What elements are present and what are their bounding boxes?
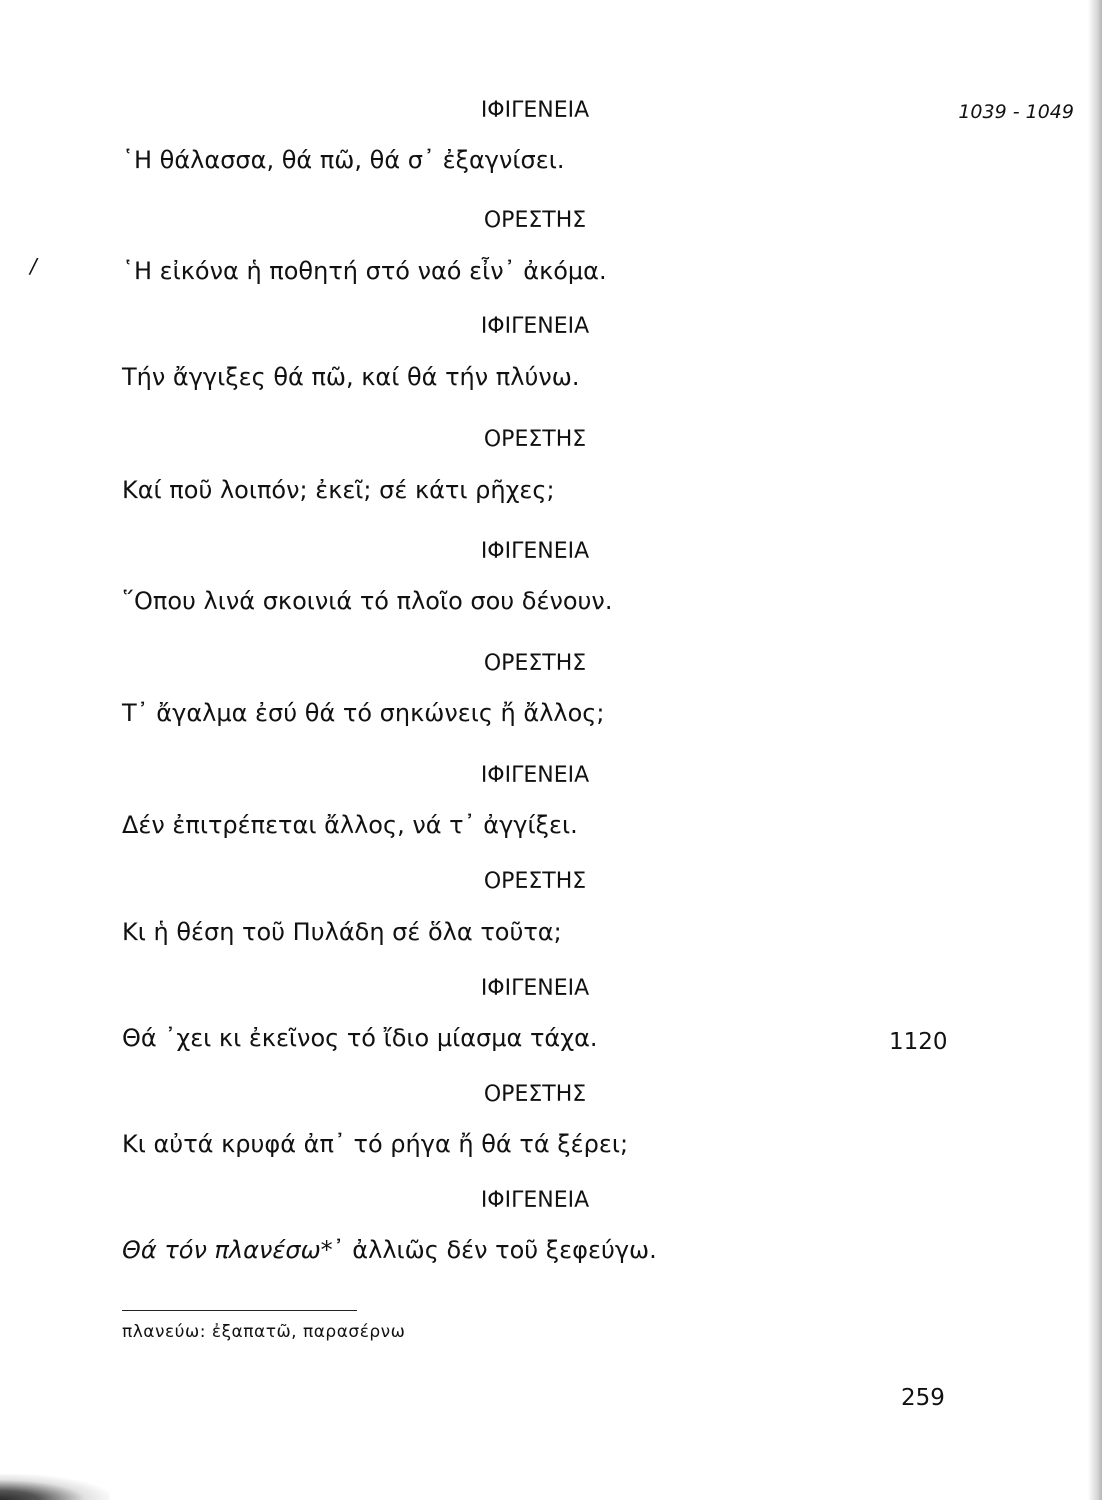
speaker-label: ΟΡΕΣΤΗΣ xyxy=(483,208,587,233)
speaker-label: ΙΦΙΓΕΝΕΙΑ xyxy=(480,98,590,123)
speaker-label: ΙΦΙΓΕΝΕΙΑ xyxy=(480,1188,590,1213)
page-number: 259 xyxy=(901,1385,945,1411)
speaker-label: ΟΡΕΣΤΗΣ xyxy=(483,1082,587,1107)
verse-range-header: 1039 - 1049 xyxy=(958,101,1074,123)
speaker-label: ΟΡΕΣΤΗΣ xyxy=(483,427,587,452)
line-number: 1120 xyxy=(889,1029,948,1055)
footnote: πλανεύω: ἐξαπατῶ, παρασέρνω xyxy=(122,1322,406,1342)
verse-line: ῾Η θάλασσα, θά πῶ, θά σ᾽ ἐξαγνίσει. xyxy=(122,146,565,174)
verse-line: Θά ᾽χει κι ἐκεῖνος τό ἴδιο μίασμα τάχα. xyxy=(122,1024,598,1052)
verse-line: ῞Οπου λινά σκοινιά τό πλοῖο σου δένουν. xyxy=(122,587,613,615)
page-edge-shadow xyxy=(1088,0,1102,1500)
footnote-divider xyxy=(122,1310,357,1311)
speaker-label: ΙΦΙΓΕΝΕΙΑ xyxy=(480,539,590,564)
verse-line-rest: ᾽ ἀλλιῶς δέν τοῦ ξεφεύγω. xyxy=(332,1236,657,1264)
verse-line: Τ᾽ ἄγαλμα ἐσύ θά τό σηκώνεις ἤ ἄλλος; xyxy=(122,699,605,727)
speaker-label: ΟΡΕΣΤΗΣ xyxy=(483,651,587,676)
verse-line: Τήν ἄγγιξες θά πῶ, καί θά τήν πλύνω. xyxy=(122,363,580,391)
speaker-label: ΙΦΙΓΕΝΕΙΑ xyxy=(480,314,590,339)
verse-line-with-footnote xyxy=(122,1235,657,1265)
speaker-label: ΙΦΙΓΕΝΕΙΑ xyxy=(480,976,590,1001)
verse-line: Δέν ἐπιτρέπεται ἄλλος, νά τ᾽ ἀγγίξει. xyxy=(122,811,578,839)
verse-line: ῾Η εἰκόνα ἡ ποθητή στό ναό εἶν᾽ ἀκόμα. xyxy=(122,257,607,285)
margin-mark: / xyxy=(30,254,37,278)
verse-line: Κι αὐτά κρυφά ἀπ᾽ τό ρήγα ἤ θά τά ξέρει; xyxy=(122,1130,629,1158)
verse-line: Καί ποῦ λοιπόν; ἐκεῖ; σέ κάτι ρῆχες; xyxy=(122,476,555,504)
speaker-label: ΙΦΙΓΕΝΕΙΑ xyxy=(480,763,590,788)
corner-shadow xyxy=(0,1474,110,1500)
footnoted-phrase: Θά τόν πλανέσω* xyxy=(122,1236,333,1264)
verse-line: Κι ἡ θέση τοῦ Πυλάδη σέ ὅλα τοῦτα; xyxy=(122,918,562,946)
speaker-label: ΟΡΕΣΤΗΣ xyxy=(483,869,587,894)
